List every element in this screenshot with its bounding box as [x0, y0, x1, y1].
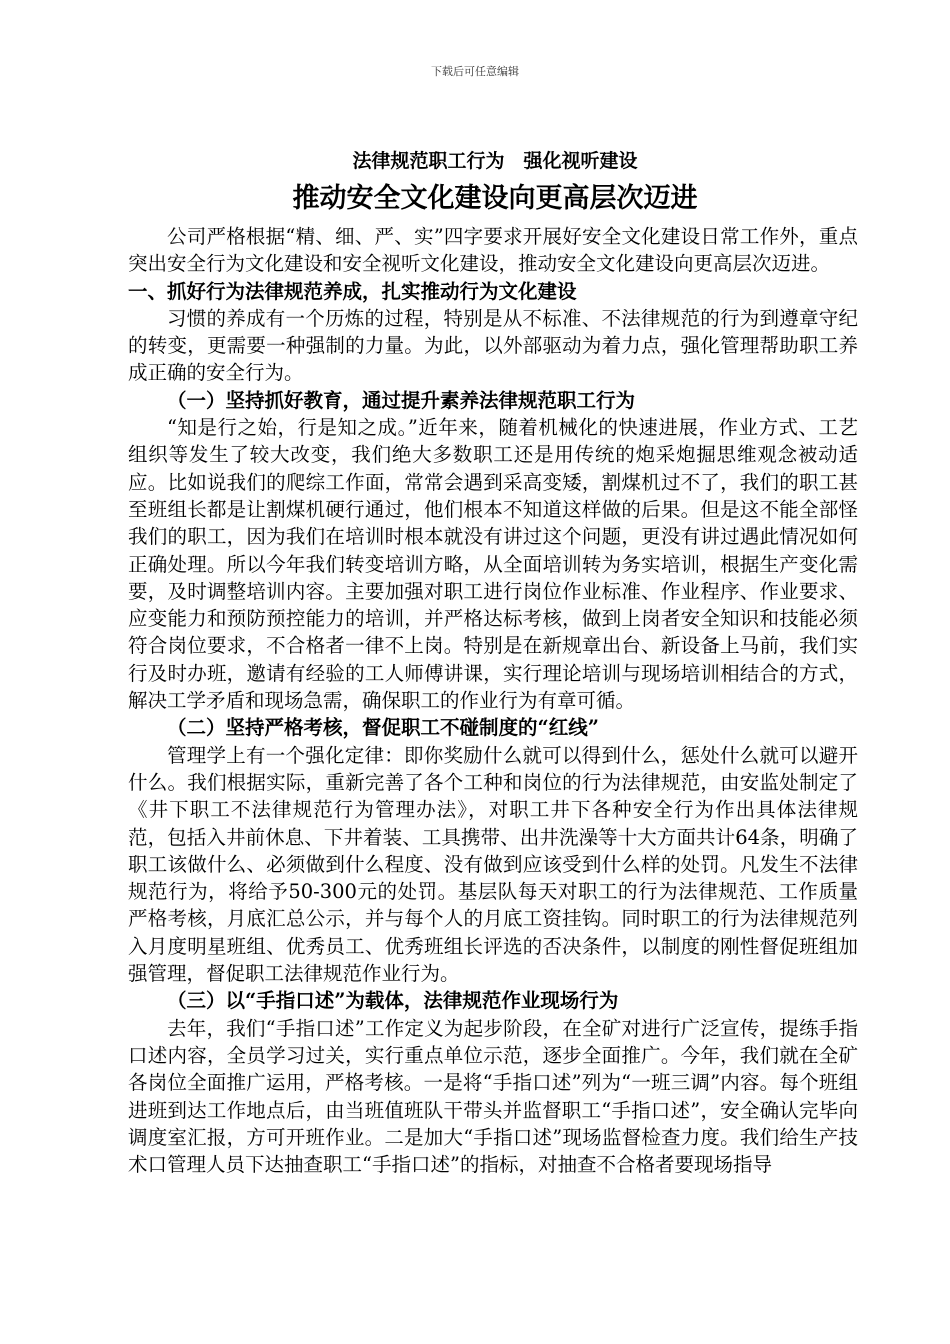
subsection-2-text: 管理学上有一个强化定律：即你奖励什么就可以得到什么，惩处什么就可以避开什么。我们根据实际，重新完善了各个工种和岗位的行为法律规范，由安监处制定了《井下职工不法律规范行为管理办法》，对职工井下各种安全行为作出具体法律规范，包括入井前休息、下井着装、工具携带、出井洗澡等十大方面共计64条，明确了职工该做什么、必须做到什么程度、没有做到应该受到什么样的处罚。凡发生不法律规范行为，将给予50-300元的处罚。基层队每天对职工的行为法律规范、工作质量严格考核，月底汇总公示，并与每个人的月底工资挂钩。同时职工的行为法律规范列入月度明星班组、优秀员工、优秀班组长评选的否决条件，以制度的刚性督促班组加强管理，督促职工法律规范作业行为。 [128, 743, 858, 986]
subsection-1-heading: （一）坚持抓好教育，通过提升素养法律规范职工行为 [167, 388, 636, 412]
document-body [128, 223, 858, 1178]
subsection-3-text: 去年，我们“手指口述”工作定义为起步阶段，在全矿对进行广泛宣传，提练手指口述内容，全员学习过关，实行重点单位示范，逐步全面推广。今年，我们就在全矿各岗位全面推广运用，严格考核。一是将“手指口述”列为“一班三调”内容。每个班组进班到达工作地点后，由当班值班队干带头并监督职工“手指口述”，安全确认完毕向调度室汇报，方可开班作业。二是加大“手指口述”现场监督检查力度。我们给生产技术口管理人员下达抽查职工“手指口述”的指标，对抽查不合格者要现场指导 [128, 1016, 858, 1177]
subsection-2-heading: （二）坚持严格考核，督促职工不碰制度的“红线” [167, 716, 599, 740]
document-title: 推动安全文化建设向更高层次迈进 [292, 183, 698, 214]
section-1-heading: 一、抓好行为法律规范养成，扎实推动行为文化建设 [128, 279, 577, 303]
intro-paragraph: 公司严格根据“精、细、严、实”四字要求开展好安全文化建设日常工作外，重点突出安全行为文化建设和安全视听文化建设，推动安全文化建设向更高层次迈进。 [128, 225, 858, 276]
document-subtitle: 法律规范职工行为 强化视听建设 [352, 150, 638, 172]
header-note: 下载后可任意编辑 [431, 65, 519, 78]
subsection-3-heading: （三）以“手指口述”为载体，法律规范作业现场行为 [167, 989, 619, 1013]
section-1-intro: 习惯的养成有一个历炼的过程，特别是从不标准、不法律规范的行为到遵章守纪的转变，更需要一种强制的力量。为此，以外部驱动为着力点，强化管理帮助职工养成正确的安全行为。 [128, 306, 858, 385]
subsection-1-text: “知是行之始，行是知之成。”近年来，随着机械化的快速进展，作业方式、工艺组织等发生了较大改变，我们绝大多数职工还是用传统的炮采炮掘思维观念被动适应。比如说我们的爬综工作面，常常会遇到采高变矮，割煤机过不了，我们的职工甚至班组长都是让割煤机硬行通过，他们根本不知道这样做的后果。但是这不能全部怪我们的职工，因为我们在培训时根本就没有讲过这个问题，更没有讲过遇此情况如何正确处理。所以今年我们转变培训方略，从全面培训转为务实培训，根据生产变化需要，及时调整培训内容。主要加强对职工进行岗位作业标准、作业程序、作业要求、应变能力和预防预控能力的培训，并严格达标考核，做到上岗者安全知识和技能必须符合岗位要求，不合格者一律不上岗。特别是在新规章出台、新设备上马前，我们实行及时办班，邀请有经验的工人师傅讲课，实行理论培训与现场培训相结合的方式，解决工学矛盾和现场急需，确保职工的作业行为有章可循。 [128, 416, 858, 713]
